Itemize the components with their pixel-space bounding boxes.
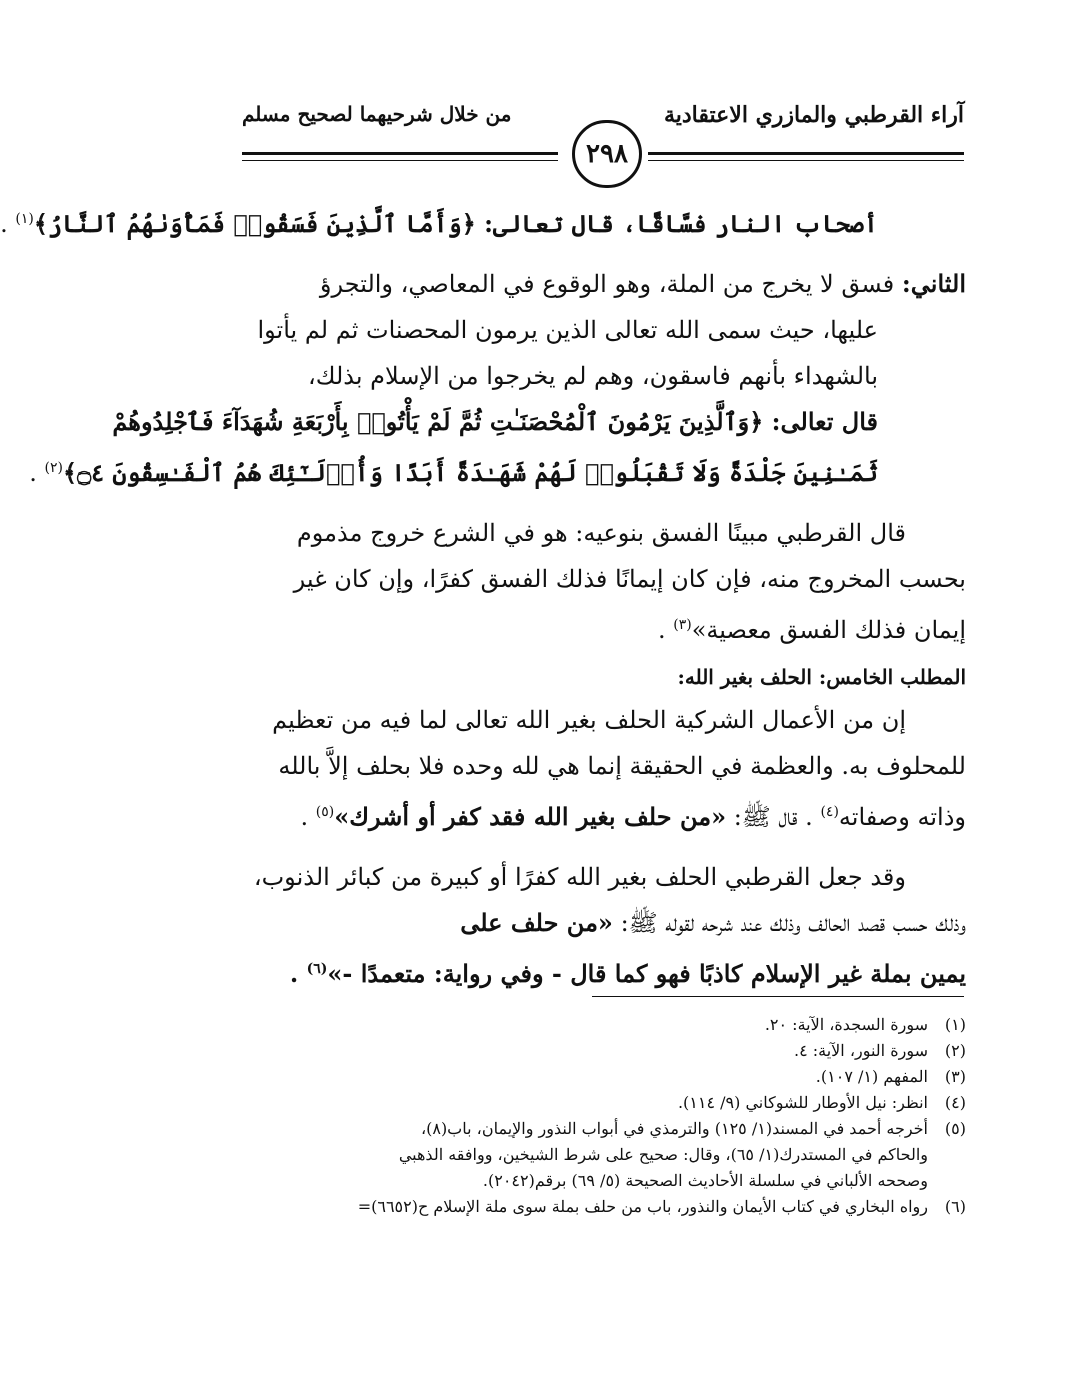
footnote: (٤)انظر: نيل الأوطار للشوكاني (٩/ ١١٤).: [677, 1093, 966, 1112]
text-line: أصحاب النار فسَّاقًا، قال تعالى: ﴿وَأَمَّا ٱلَّذِينَ فَسَقُوا۟ فَمَأْوَىٰهُمُ ٱلنَّارُ﴾$^{(١)}$ .: [0, 209, 878, 238]
text-line: وذاته وصفاته$^{(٤)}$ . قال ﷺ: «من حلف بغير الله فقد كفر أو أشرك»$^{(٥)}$ .: [300, 802, 966, 831]
header-rule-right: [648, 152, 964, 155]
header-rule-right-thin: [648, 160, 964, 161]
footnote-continuation: وصححه الألباني في سلسلة الأحاديث الصحيحة (٥/ ٦٩) برقم(٢٠٤٢).: [482, 1171, 928, 1190]
text-line: للمحلوف به. والعظمة في الحقيقة إنما هي لله وحده فلا بحلف إلاَّ بالله: [278, 752, 966, 780]
running-subtitle: من خلال شرحيهما لصحيح مسلم: [242, 102, 512, 126]
footnote: (٦)رواه البخاري في كتاب الأيمان والنذور، باب من حلف بملة سوى ملة الإسلام ح(٦٦٥٢)=: [357, 1197, 966, 1216]
text-line: وذلك حسب قصد الحالف وذلك عند شرحه لقوله ﷺ: «من حلف على: [460, 908, 966, 937]
text-line: الثاني: فسق لا يخرج من الملة، وهو الوقوع في المعاصي، والتجرؤ: [319, 269, 966, 298]
running-title: آراء القرطبي والمازري الاعتقادية: [663, 102, 964, 128]
header-rule-left: [242, 152, 558, 155]
header-rule-left-thin: [242, 160, 558, 161]
section-title: المطلب الخامس: الحلف بغير الله:: [677, 665, 966, 689]
text-line: بالشهداء بأنهم فاسقون، وهم لم يخرجوا من الإسلام بذلك،: [307, 362, 878, 390]
footnote: (١)سورة السجدة، الآية: ٢٠.: [764, 1015, 966, 1034]
text-line: عليها، حيث سمى الله تعالى الذين يرمون المحصنات ثم لم يأتوا: [257, 316, 878, 344]
paragraph-label: الثاني:: [901, 269, 966, 298]
footnote: (٢)سورة النور، الآية: ٤.: [793, 1041, 966, 1060]
footnote: (٣)المفهم (١/ ١٠٧).: [815, 1067, 966, 1086]
page-header: [242, 102, 964, 192]
text-line: قال القرطبي مبينًا الفسق بنوعيه: هو في الشرع خروج مذموم: [296, 519, 906, 547]
text-line: إن من الأعمال الشركية الحلف بغير الله تعالى لما فيه من تعظيم: [272, 706, 906, 734]
footnote-continuation: والحاكم في المستدرك(١/ ٦٥)، وقال: صحيح على شرط الشيخين، ووافقه الذهبي: [398, 1145, 928, 1164]
footnotes: [238, 1012, 966, 1220]
text-line: وقد جعل القرطبي الحلف بغير الله كفرًا أو كبيرة من كبائر الذنوب،: [253, 863, 906, 891]
text-line: إيمان فذلك الفسق معصية»$^{(٣)}$ .: [658, 616, 966, 644]
text-line: قال تعالى: ﴿وَٱلَّذِينَ يَرْمُونَ ٱلْمُحْصَنَـٰتِ ثُمَّ لَمْ يَأْتُوا۟ بِأَرْبَعَةِ شُهَدَآءَ فَٱجْلِدُوهُمْ: [112, 407, 878, 436]
text-line: يمين بملة غير الإسلام كاذبًا فهو كما قال - وفي رواية: متعمدًا -»$^{(٦)}$ .: [289, 959, 966, 988]
text-line: بحسب المخروج منه، فإن كان إيمانًا فذلك الفسق كفرًا، وإن كان غير: [293, 565, 966, 593]
footnote-rule: [592, 996, 964, 997]
page-number: ٢٩٨: [572, 120, 642, 188]
text-line: ثَمَـٰنِينَ جَلْدَةً وَلَا تَقْبَلُوا۟ لَهُمْ شَهَـٰدَةً أَبَدًا وَأُو۟لَـٰٓئِكَ هُمُ ٱلْفَـٰسِقُونَ ۝٤﴾$^{(٢)}$ .: [29, 458, 878, 487]
footnote: (٥)أخرجه أحمد في المسند(١/ ١٢٥) والترمذي في أبواب النذور والإيمان، باب(٨)،: [420, 1119, 966, 1138]
main-text: [0, 196, 966, 997]
